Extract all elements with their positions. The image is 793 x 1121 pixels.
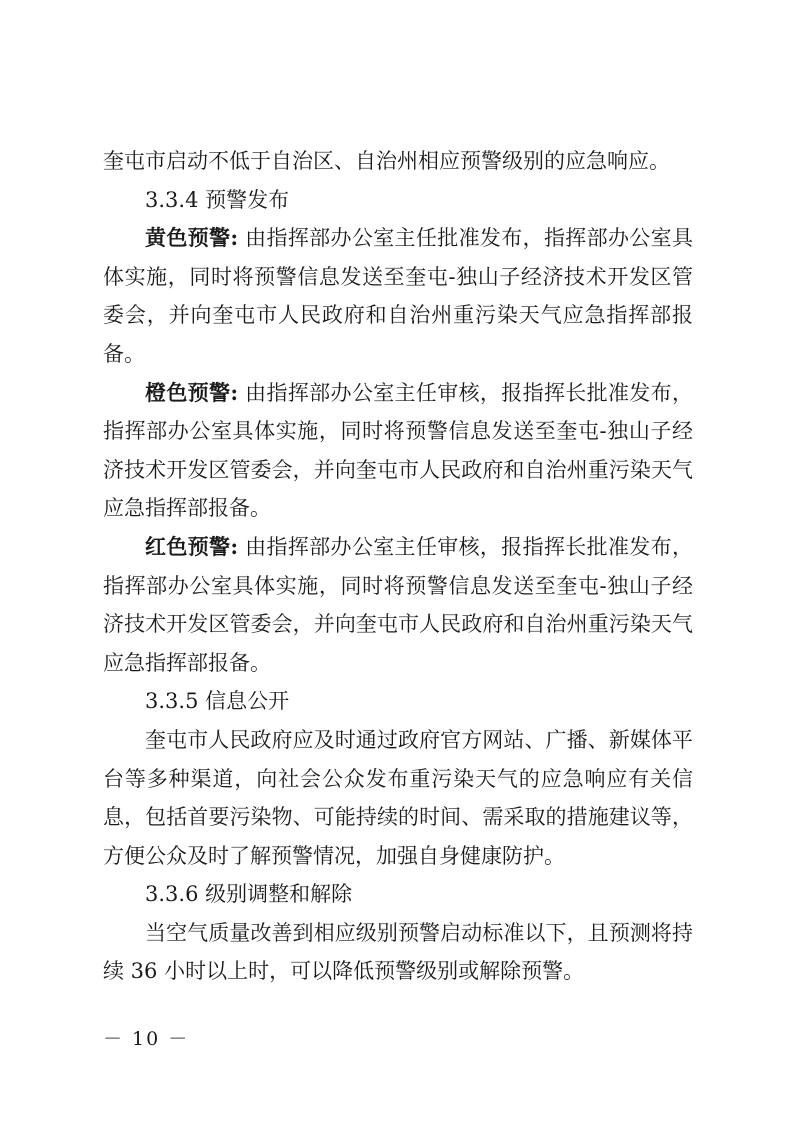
red-warning-paragraph <box>103 528 693 682</box>
red-warning-text: 由指挥部办公室主任审核，报指挥长批准发布，指挥部办公室具体实施，同时将预警信息发送至奎屯-独山子经济技术开发区管委会，并向奎屯市人民政府和自治州重污染天气应急指挥部报备。 <box>103 534 693 675</box>
red-warning-label: 红色预警: <box>145 533 239 559</box>
section-heading-3-3-6: 3.3.6 级别调整和解除 <box>145 882 353 907</box>
orange-warning-paragraph <box>103 374 693 528</box>
info-disclosure-paragraph: 奎屯市人民政府应及时通过政府官方网站、广播、新媒体平台等多种渠道，向社会公众发布重污染天气的应急响应有关信息，包括首要污染物、可能持续的时间、需采取的措施建议等，方便公众及时了解预警情况，加强自身健康防护。 <box>103 727 693 868</box>
document-body <box>103 142 693 991</box>
level-adjustment-paragraph: 当空气质量改善到相应级别预警启动标准以下，且预测将持续 36 小时以上时，可以降低预警级别或解除预警。 <box>103 920 693 984</box>
orange-warning-text: 由指挥部办公室主任审核，报指挥长批准发布，指挥部办公室具体实施，同时将预警信息发送至奎屯-独山子经济技术开发区管委会，并向奎屯市人民政府和自治州重污染天气应急指挥部报备。 <box>103 380 693 521</box>
page-number: － 10 － <box>103 1028 190 1050</box>
yellow-warning-label: 黄色预警: <box>145 225 239 251</box>
continuation-paragraph: 奎屯市启动不低于自治区、自治州相应预警级别的应急响应。 <box>103 149 670 173</box>
yellow-warning-paragraph <box>103 219 693 373</box>
yellow-warning-text: 由指挥部办公室主任批准发布，指挥部办公室具体实施，同时将预警信息发送至奎屯-独山子经济技术开发区管委会，并向奎屯市人民政府和自治州重污染天气应急指挥部报备。 <box>103 226 693 366</box>
section-heading-3-3-4: 3.3.4 预警发布 <box>145 187 290 212</box>
orange-warning-label: 橙色预警: <box>145 379 239 405</box>
section-heading-3-3-5: 3.3.5 信息公开 <box>145 689 290 714</box>
